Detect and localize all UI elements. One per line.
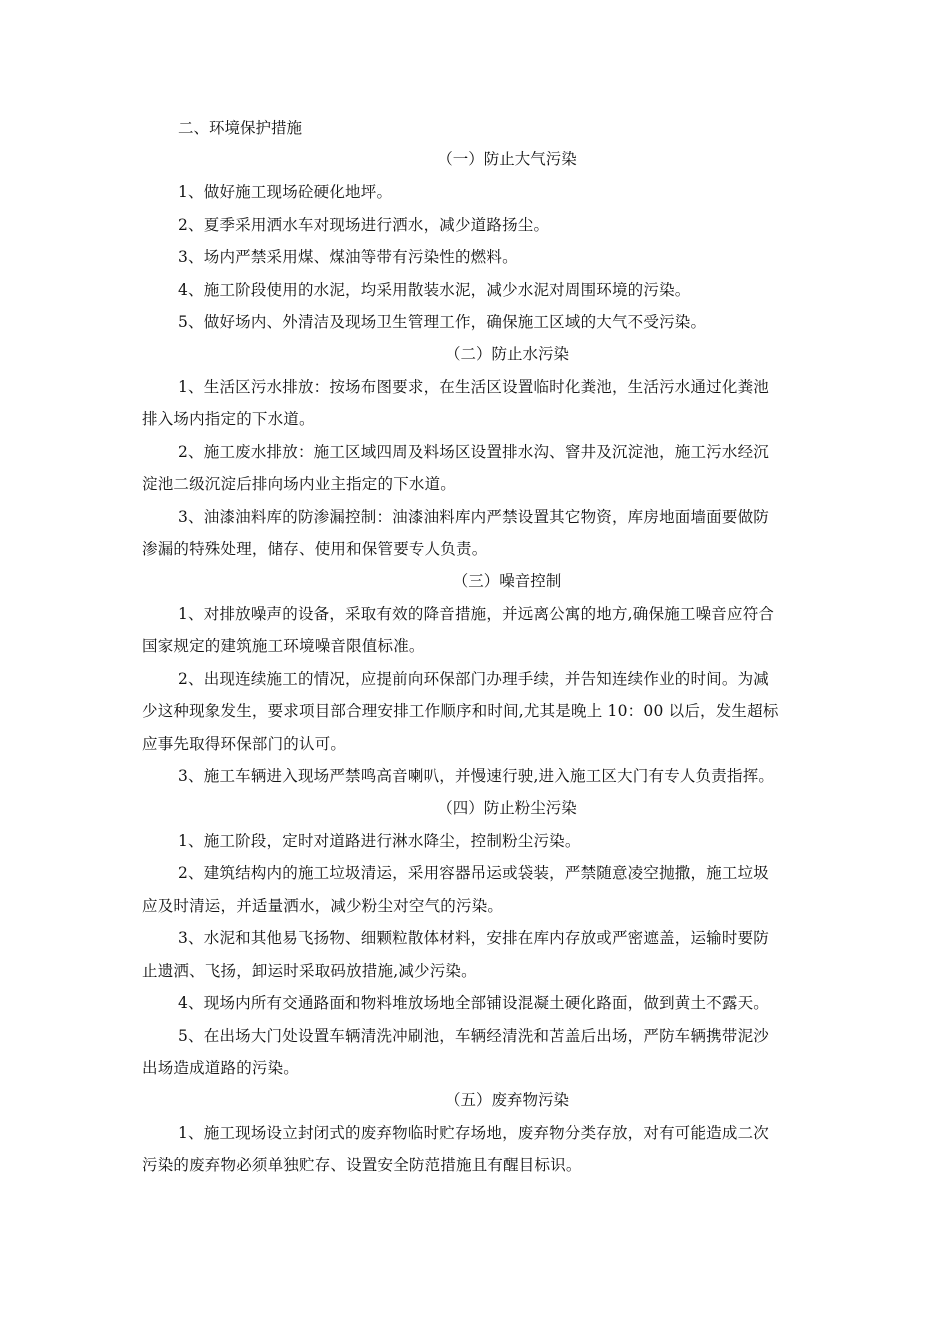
- text-line: 3、场内严禁采用煤、煤油等带有污染性的燃料。: [178, 248, 518, 266]
- paragraph: [142, 1117, 812, 1182]
- text-line: 3、油漆油料库的防渗漏控制：油漆油料库内严禁设置其它物资，库房地面墙面要做防: [178, 507, 769, 526]
- section-title: （二）防止水污染: [444, 344, 569, 363]
- paragraph: [142, 209, 812, 242]
- paragraph: [142, 436, 812, 501]
- text-line: 止遗洒、飞扬，卸运时采取码放措施,减少污染。: [142, 961, 477, 980]
- paragraph: [142, 825, 812, 858]
- text-line: 出场造成道路的污染。: [142, 1059, 300, 1077]
- document-body: [142, 113, 812, 1182]
- document-heading: 二、环境保护措施: [178, 119, 303, 137]
- section-title: （五）废弃物污染: [444, 1090, 569, 1109]
- paragraph: [142, 274, 812, 307]
- text-line: 2、建筑结构内的施工垃圾清运，采用容器吊运或袋装，严禁随意凌空抛撒，施工垃圾: [178, 864, 769, 882]
- text-line: 应及时清运，并适量洒水，减少粉尘对空气的污染。: [142, 896, 504, 915]
- paragraph: [142, 987, 812, 1020]
- text-line: 5、做好场内、外清洁及现场卫生管理工作，确保施工区域的大气不受污染。: [178, 313, 707, 331]
- text-line: 应事先取得环保部门的认可。: [142, 734, 347, 753]
- text-line: 污染的废弃物必须单独贮存、设置安全防范措施且有醒目标识。: [142, 1156, 582, 1174]
- paragraph: [142, 857, 812, 922]
- section-title: （一）防止大气污染: [437, 150, 577, 168]
- paragraph: [142, 371, 812, 436]
- text-line: 渗漏的特殊处理，储存、使用和保管要专人负责。: [142, 540, 488, 558]
- text-line: 1、生活区污水排放：按场布图要求，在生活区设置临时化粪池，生活污水通过化粪池: [178, 377, 769, 396]
- text-line: 2、出现连续施工的情况，应提前向环保部门办理手续，并告知连续作业的时间。为减: [178, 669, 769, 688]
- text-line: 排入场内指定的下水道。: [142, 410, 315, 428]
- paragraph: [142, 663, 812, 761]
- text-line: 1、对排放噪声的设备，采取有效的降音措施，并远离公寓的地方,确保施工噪音应符合: [178, 604, 775, 623]
- paragraph: [142, 241, 812, 274]
- text-line: 少这种现象发生，要求项目部合理安排工作顺序和时间,尤其是晚上 10：00 以后，发生超标: [142, 702, 779, 720]
- paragraph: [142, 1020, 812, 1085]
- paragraph: [142, 176, 812, 209]
- text-line: 4、现场内所有交通路面和物料堆放场地全部铺设混凝土硬化路面，做到黄土不露天。: [178, 994, 769, 1012]
- paragraph: [142, 922, 812, 987]
- text-line: 1、做好施工现场砼硬化地坪。: [178, 183, 393, 201]
- paragraph: [142, 306, 812, 339]
- text-line: 2、施工废水排放：施工区域四周及料场区设置排水沟、窨井及沉淀池，施工污水经沉: [178, 442, 769, 461]
- text-line: 5、在出场大门处设置车辆清洗冲刷池，车辆经清洗和苫盖后出场，严防车辆携带泥沙: [178, 1026, 769, 1045]
- text-line: 3、水泥和其他易飞扬物、细颗粒散体材料，安排在库内存放或严密遮盖，运输时要防: [178, 929, 769, 947]
- text-line: 1、施工现场设立封闭式的废弃物临时贮存场地，废弃物分类存放，对有可能造成二次: [178, 1123, 769, 1142]
- text-line: 国家规定的建筑施工环境噪音限值标准。: [142, 637, 425, 655]
- text-line: 淀池二级沉淀后排向场内业主指定的下水道。: [142, 475, 457, 493]
- text-line: 3、施工车辆进入现场严禁鸣高音喇叭，并慢速行驶,进入施工区大门有专人负责指挥。: [178, 767, 775, 785]
- text-line: 2、夏季采用洒水车对现场进行洒水，减少道路扬尘。: [178, 215, 550, 234]
- section-title: （三）噪音控制: [452, 571, 562, 590]
- paragraph: [142, 760, 812, 793]
- paragraph: [142, 598, 812, 663]
- section-title: （四）防止粉尘污染: [437, 798, 577, 817]
- text-line: 1、施工阶段，定时对道路进行淋水降尘，控制粉尘污染。: [178, 831, 581, 850]
- paragraph: [142, 501, 812, 566]
- text-line: 4、施工阶段使用的水泥，均采用散装水泥，减少水泥对周围环境的污染。: [178, 280, 691, 299]
